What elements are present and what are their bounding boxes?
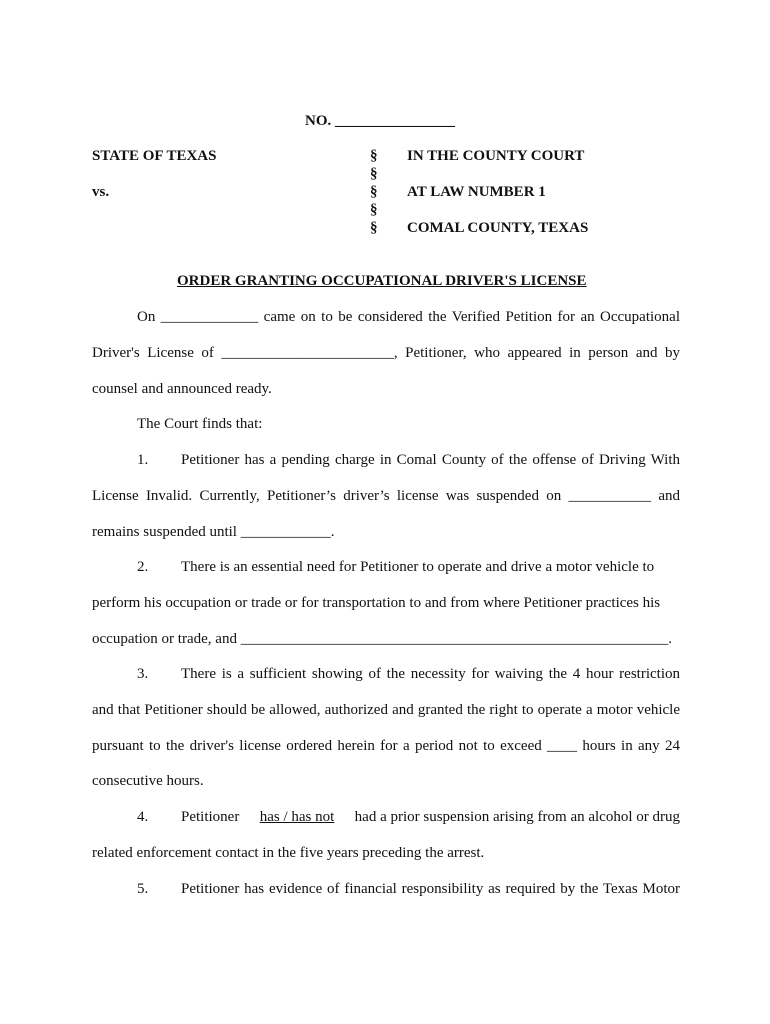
versus-label: vs. <box>92 184 110 200</box>
left-party: STATE OF TEXAS <box>92 148 217 164</box>
item-text: and that Petitioner should be allowed, authorized and granted the right to operate a motor vehicle <box>92 702 680 718</box>
item-text: consecutive hours. <box>92 773 204 789</box>
item-number: 4. <box>137 809 149 825</box>
item-number: 3. <box>137 666 149 682</box>
item-text: There is an essential need for Petitioner to operate and drive a motor vehicle to <box>181 559 655 575</box>
section-mark: § <box>370 220 378 236</box>
case-number: NO. ________________ <box>305 113 455 129</box>
item-text: had a prior suspension arising from an alcohol or drug <box>354 809 680 825</box>
section-mark: § <box>370 166 378 182</box>
item-number: 1. <box>137 452 149 468</box>
item-number: 2. <box>137 559 149 575</box>
item-text: License Invalid. Currently, Petitioner’s driver’s license was suspended on ___________ and <box>92 488 680 504</box>
item-text: Petitioner has a pending charge in Comal County of the offense of Driving With <box>181 452 680 468</box>
section-mark: § <box>370 202 378 218</box>
section-mark: § <box>370 148 378 164</box>
court-line-1: IN THE COUNTY COURT <box>407 148 585 164</box>
item-text: related enforcement contact in the five years preceding the arrest. <box>92 845 485 861</box>
item-4-line <box>181 808 680 826</box>
item-text: perform his occupation or trade or for transportation to and from where Petitioner practices his <box>92 595 661 611</box>
document-title: ORDER GRANTING OCCUPATIONAL DRIVER'S LICENSE <box>177 273 587 289</box>
court-line-3: COMAL COUNTY, TEXAS <box>407 220 589 236</box>
findings-intro: The Court finds that: <box>137 416 263 432</box>
item-number: 5. <box>137 881 149 897</box>
item-text: Petitioner <box>181 809 240 825</box>
item-text: occupation or trade, and _________________________________________________________. <box>92 631 672 647</box>
paragraph-line: counsel and announced ready. <box>92 381 272 397</box>
section-mark: § <box>370 184 378 200</box>
paragraph-line: Driver's License of _______________________, Petitioner, who appeared in person and by <box>92 345 680 361</box>
item-text: remains suspended until ____________. <box>92 524 335 540</box>
item-text: pursuant to the driver's license ordered herein for a period not to exceed ____ hours in any 24 <box>92 738 680 754</box>
choice-has-has-not: has / has not <box>259 809 335 825</box>
court-line-2: AT LAW NUMBER 1 <box>407 184 546 200</box>
item-text: Petitioner has evidence of financial responsibility as required by the Texas Motor <box>181 881 680 897</box>
item-text: There is a sufficient showing of the necessity for waiving the 4 hour restriction <box>181 666 680 682</box>
paragraph-line: On _____________ came on to be considered the Verified Petition for an Occupational <box>137 309 680 325</box>
